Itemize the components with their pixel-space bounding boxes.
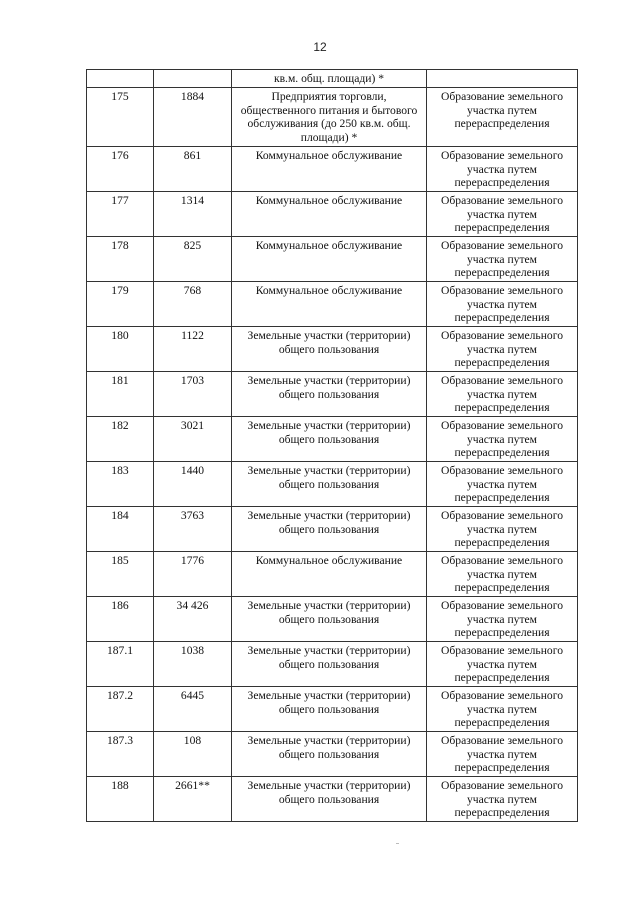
cell-use: Земельные участки (территории) общего пользования bbox=[232, 507, 427, 552]
cell-number: 177 bbox=[87, 192, 154, 237]
cell-use: Коммунальное обслуживание bbox=[232, 237, 427, 282]
cell-method: Образование земельного участка путем перераспределения bbox=[427, 597, 578, 642]
table-row bbox=[87, 192, 578, 237]
cell-use: Коммунальное обслуживание bbox=[232, 147, 427, 192]
cell-number: 187.3 bbox=[87, 732, 154, 777]
cell-area: 1440 bbox=[154, 462, 232, 507]
cell-area: 1776 bbox=[154, 552, 232, 597]
cell-area: 108 bbox=[154, 732, 232, 777]
table-row bbox=[87, 552, 578, 597]
cell-use: Коммунальное обслуживание bbox=[232, 192, 427, 237]
table-row bbox=[87, 642, 578, 687]
cell-use: Земельные участки (территории) общего пользования bbox=[232, 417, 427, 462]
table-row bbox=[87, 237, 578, 282]
cell-method: Образование земельного участка путем перераспределения bbox=[427, 687, 578, 732]
cell-method: Образование земельного участка путем перераспределения bbox=[427, 732, 578, 777]
cell-area: 1884 bbox=[154, 88, 232, 147]
cell-number: 188 bbox=[87, 777, 154, 822]
cell-area: 861 bbox=[154, 147, 232, 192]
table-row bbox=[87, 597, 578, 642]
table-row bbox=[87, 327, 578, 372]
cell-number: 187.2 bbox=[87, 687, 154, 732]
cell-area: 6445 bbox=[154, 687, 232, 732]
table-row bbox=[87, 507, 578, 552]
land-plots-table bbox=[86, 69, 578, 822]
cell-number: 180 bbox=[87, 327, 154, 372]
cell-method: Образование земельного участка путем перераспределения bbox=[427, 372, 578, 417]
cell-number: 179 bbox=[87, 282, 154, 327]
cell-method: Образование земельного участка путем перераспределения bbox=[427, 192, 578, 237]
cell-number: 176 bbox=[87, 147, 154, 192]
cell-method: Образование земельного участка путем перераспределения bbox=[427, 417, 578, 462]
cell-use: кв.м. общ. площади) * bbox=[232, 70, 427, 88]
cell-method: Образование земельного участка путем перераспределения bbox=[427, 147, 578, 192]
table-row bbox=[87, 777, 578, 822]
cell-use: Земельные участки (территории) общего пользования bbox=[232, 462, 427, 507]
cell-number: 181 bbox=[87, 372, 154, 417]
cell-use: Коммунальное обслуживание bbox=[232, 552, 427, 597]
cell-use: Земельные участки (территории) общего пользования bbox=[232, 687, 427, 732]
cell-use: Земельные участки (территории) общего пользования bbox=[232, 597, 427, 642]
cell-number: 187.1 bbox=[87, 642, 154, 687]
cell-area: 1038 bbox=[154, 642, 232, 687]
cell-number: 183 bbox=[87, 462, 154, 507]
cell-use: Предприятия торговли, общественного питания и бытового обслуживания (до 250 кв.м. общ. площади) * bbox=[232, 88, 427, 147]
cell-use: Земельные участки (территории) общего пользования bbox=[232, 777, 427, 822]
cell-method: Образование земельного участка путем перераспределения bbox=[427, 642, 578, 687]
cell-area: 3763 bbox=[154, 507, 232, 552]
cell-method: Образование земельного участка путем перераспределения bbox=[427, 507, 578, 552]
cell-use: Земельные участки (территории) общего пользования bbox=[232, 732, 427, 777]
cell-method: Образование земельного участка путем перераспределения bbox=[427, 88, 578, 147]
cell-number: 184 bbox=[87, 507, 154, 552]
cell-area: 2661** bbox=[154, 777, 232, 822]
table-row bbox=[87, 372, 578, 417]
cell-method: Образование земельного участка путем перераспределения bbox=[427, 327, 578, 372]
cell-area: 825 bbox=[154, 237, 232, 282]
table-row bbox=[87, 732, 578, 777]
page-number: 12 bbox=[313, 40, 327, 54]
cell-method bbox=[427, 70, 578, 88]
table-row bbox=[87, 687, 578, 732]
cell-use: Коммунальное обслуживание bbox=[232, 282, 427, 327]
table-row bbox=[87, 462, 578, 507]
cell-use: Земельные участки (территории) общего пользования bbox=[232, 327, 427, 372]
cell-area: 768 bbox=[154, 282, 232, 327]
cell-number: 178 bbox=[87, 237, 154, 282]
cell-number: 182 bbox=[87, 417, 154, 462]
cell-area bbox=[154, 70, 232, 88]
cell-method: Образование земельного участка путем перераспределения bbox=[427, 282, 578, 327]
cell-number: 185 bbox=[87, 552, 154, 597]
cell-number: 186 bbox=[87, 597, 154, 642]
table-row bbox=[87, 147, 578, 192]
table-row bbox=[87, 88, 578, 147]
cell-area: 1122 bbox=[154, 327, 232, 372]
cell-area: 1314 bbox=[154, 192, 232, 237]
cell-use: Земельные участки (территории) общего пользования bbox=[232, 372, 427, 417]
cell-method: Образование земельного участка путем перераспределения bbox=[427, 462, 578, 507]
cell-area: 1703 bbox=[154, 372, 232, 417]
cell-method: Образование земельного участка путем перераспределения bbox=[427, 237, 578, 282]
cell-method: Образование земельного участка путем перераспределения bbox=[427, 777, 578, 822]
cell-area: 3021 bbox=[154, 417, 232, 462]
table-row bbox=[87, 417, 578, 462]
cell-number: 175 bbox=[87, 88, 154, 147]
cell-area: 34 426 bbox=[154, 597, 232, 642]
table-row bbox=[87, 282, 578, 327]
cell-number bbox=[87, 70, 154, 88]
cell-method: Образование земельного участка путем перераспределения bbox=[427, 552, 578, 597]
cell-use: Земельные участки (территории) общего пользования bbox=[232, 642, 427, 687]
scan-speck bbox=[396, 843, 399, 844]
table-row-continuation bbox=[87, 70, 578, 88]
table-body bbox=[87, 70, 578, 822]
